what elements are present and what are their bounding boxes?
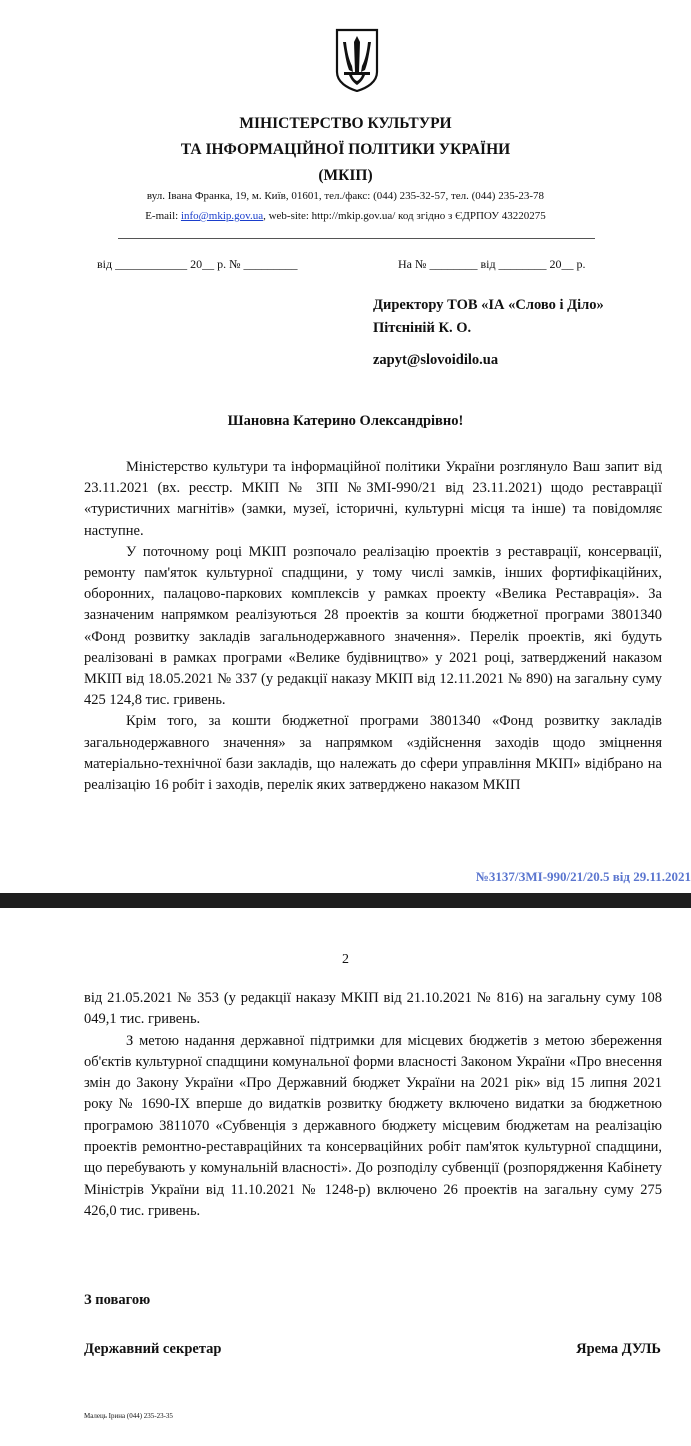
letter-body-page-1 xyxy=(84,457,662,796)
page-separator xyxy=(0,893,691,908)
signer-name: Ярема ДУЛЬ xyxy=(576,1341,661,1357)
registration-stamp: №3137/ЗМІ-990/21/20.5 від 29.11.2021 xyxy=(475,869,691,884)
recipient-email: zapyt@slovoidilo.ua xyxy=(373,352,499,368)
incoming-registration: На № ________ від ________ 20__ р. xyxy=(398,257,586,271)
letter-body-page-2 xyxy=(84,988,662,1222)
ministry-contacts xyxy=(0,210,691,222)
paragraph-1: Міністерство культури та інформаційної політики України розглянуло Ваш запит від 23.11.2021 (вх. реєстр. МКІП № ЗПІ №ЗМІ-990/21 від 23.11.2021) щодо реставрації «туристичних магнітів» (замки, музеї, історичні, культурні місця та інше) та повідомляє наступне. xyxy=(84,459,662,539)
paragraph-3: Крім того, за кошти бюджетної програми 3801340 «Фонд розвитку закладів загальнодержавного значення» за напрямком «здійснення заходів щодо зміцнення матеріально-технічної бази закладів, що належать до сфери управління МКІП» відібрано на реалізацію 16 робіт і заходів, перелік яких затверджено наказом МКІП xyxy=(84,713,662,794)
ministry-abbreviation: (МКІП) xyxy=(318,167,373,184)
greeting: Шановна Катерино Олександрівно! xyxy=(227,413,464,429)
ministry-address: вул. Івана Франка, 19, м. Київ, 01601, тел./факс: (044) 235-32-57, тел. (044) 235-23-78 xyxy=(146,190,545,202)
ministry-name-line1: МІНІСТЕРСТВО КУЛЬТУРИ xyxy=(239,115,452,132)
paragraph-4: З метою надання державної підтримки для місцевих бюджетів з метою збереження об'єктів культурної спадщини комунальної форми власності Законом України «Про внесення змін до Закону України «Про Державний бюджет України на 2021 рік» від 15 липня 2021 року № 1690-ІХ вперше до видатків розвитку бюджету включено видатки за бюджетною програмою 3811070 «Субвенція з державного бюджету місцевим бюджетам на реалізацію проектів ремонтно-реставраційних та консерваційних робіт пам'яток культурної спадщини, що перебувають у комунальній власності». До розподілу субвенції (розпорядження Кабінету Міністрів України від 11.10.2021 № 1248-р) включено 26 проектів на загальну суму 275 426,0 тис. гривень. xyxy=(84,1032,662,1219)
closing-regards: З повагою xyxy=(84,1292,151,1308)
recipient-position: Директору ТОВ «ІА «Слово і Діло» xyxy=(373,297,604,313)
paragraph-2: У поточному році МКІП розпочало реалізацію проектів з реставрації, консервації, ремонту пам'яток культурної спадщини, у тому числі замків, інших фортифікаційних, оборонних, палацово-паркових комплексів у рамках проекту «Велика Реставрація». За зазначеним напрямком реалізуються 28 проектів за кошти бюджетної програми 3801340 «Фонд розвитку закладів загальнодержавного значення». Перелік проектів, які будуть реалізовані в рамках програми «Велике будівництво» у 2021 році, затверджений наказом МКІП від 18.05.2021 № 337 (у редакції наказу МКІП від 12.11.2021 № 890) на загальну суму 425 124,8 тис. гривень. xyxy=(84,543,662,709)
email-label: E-mail: xyxy=(145,210,181,222)
letter-page-2 xyxy=(0,908,691,1446)
trident-emblem-icon xyxy=(334,28,380,92)
ministry-name-line2: ТА ІНФОРМАЦІЙНОЇ ПОЛІТИКИ УКРАЇНИ xyxy=(180,141,511,158)
continuation-paragraph: від 21.05.2021 № 353 (у редакції наказу МКІП від 21.10.2021 № 816) на загальну суму 108 049,1 тис. гривень. xyxy=(84,990,662,1028)
website-and-code: , web-site: http://mkip.gov.ua/ код згідно з ЄДРПОУ 43220275 xyxy=(263,210,546,222)
outgoing-registration: від ____________ 20__ р. № _________ xyxy=(97,257,298,271)
signer-position: Державний секретар xyxy=(84,1341,222,1357)
executor-contact: Малець Ірина (044) 235-23-35 xyxy=(84,1412,173,1420)
page-number: 2 xyxy=(342,952,349,967)
email-link[interactable]: info@mkip.gov.ua xyxy=(180,210,264,222)
recipient-name: Пітєніній К. О. xyxy=(373,320,472,336)
header-divider xyxy=(118,238,595,239)
